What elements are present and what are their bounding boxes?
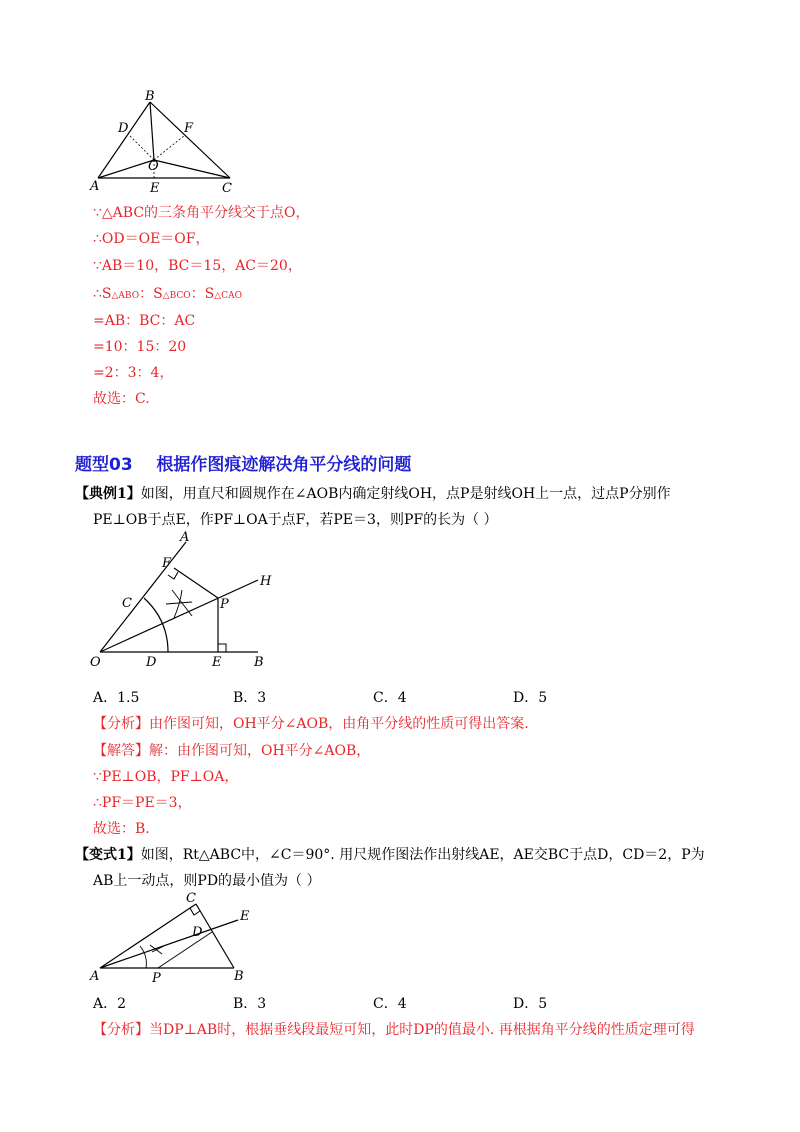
variant1-line1: 如图，Rt△ABC中，∠C＝90°. 用尺规作图法作出射线AE，AE交BC于点D，CD＝2，P为: [140, 847, 705, 863]
fig1-label-e: E: [150, 181, 160, 195]
variant1-options: [93, 994, 653, 1014]
variant1-option-a[interactable]: A．2: [93, 996, 127, 1012]
variant1-question: [75, 845, 745, 865]
variant1-question-line2: AB上一动点，则PD的最小值为（ ）: [93, 873, 321, 889]
fig1-label-o: O: [148, 159, 159, 174]
example1-analysis: 【分析】由作图可知，OH平分∠AOB，由角平分线的性质可得出答案.: [93, 716, 529, 732]
example1-answer-2: ∵PE⊥OB，PF⊥OA，: [93, 769, 239, 785]
solution1-line-3: ∵AB＝10，BC＝15，AC＝20，: [93, 258, 302, 274]
fig3-label-a: A: [90, 969, 100, 984]
section-title: 题型03 根据作图痕迹解决角平分线的问题: [75, 455, 412, 475]
fig3-label-b: B: [234, 969, 244, 984]
triangle-bisector-figure: [88, 90, 248, 195]
solution1-line-4: =AB：BC：AC: [93, 313, 196, 329]
area-s1: S: [101, 286, 112, 302]
area-sub1: △ABO: [111, 291, 140, 301]
example1-tag: 【典例1】: [75, 486, 141, 502]
fig3-label-c: C: [186, 891, 196, 906]
area-sub2: △BCO: [162, 291, 191, 301]
fig1-label-f: F: [184, 121, 194, 136]
fig2-label-o: O: [90, 655, 101, 670]
fig2-label-b: B: [254, 655, 264, 670]
solution1-line-7: 故选：C.: [93, 391, 150, 407]
fig2-label-d: D: [146, 655, 157, 670]
example1-option-c[interactable]: C．4: [373, 690, 407, 706]
example1-option-a[interactable]: A．1.5: [93, 690, 140, 706]
example1-answer-1: 【解答】解：由作图可知，OH平分∠AOB，: [93, 743, 371, 759]
example1-line1: 如图，用直尺和圆规作在∠AOB内确定射线OH，点P是射线OH上一点，过点P分别作: [140, 486, 671, 502]
example1-option-b[interactable]: B．3: [233, 690, 267, 706]
fig2-label-e: E: [212, 655, 222, 670]
variant1-tag: 【变式1】: [75, 847, 141, 863]
example1-option-d[interactable]: D．5: [513, 690, 548, 706]
solution1-line-6: =2：3：4，: [93, 365, 174, 381]
fig1-label-b: B: [145, 90, 155, 104]
fig1-label-a: A: [90, 179, 100, 194]
fig3-label-p: P: [152, 971, 161, 985]
variant1-analysis: 【分析】当DP⊥AB时，根据垂线段最短可知，此时DP的值最小. 再根据角平分线的性质定理可得: [93, 1022, 695, 1038]
area-sub3: △CAO: [214, 291, 242, 301]
example1-question: [75, 484, 735, 504]
area-prefix: ∴: [93, 286, 102, 302]
solution1-line-2: ∴OD＝OE＝OF，: [93, 231, 210, 247]
fig2-label-h: H: [260, 574, 272, 589]
solution1-line-5: =10：15：20: [93, 339, 187, 355]
right-triangle-figure: [88, 890, 268, 985]
fig2-label-a: A: [180, 530, 190, 545]
example1-question-line2: PE⊥OB于点E，作PF⊥OA于点F，若PE＝3，则PF的长为（ ）: [93, 512, 498, 528]
fig1-label-d: D: [118, 121, 129, 136]
area-s3: ：S: [190, 286, 215, 302]
area-s2: ：S: [139, 286, 163, 302]
example1-answer-4: 故选：B.: [93, 821, 150, 837]
variant1-option-d[interactable]: D．5: [513, 996, 548, 1012]
fig2-label-p: P: [220, 597, 229, 612]
fig3-label-e: E: [240, 909, 250, 924]
example1-options: [93, 688, 653, 708]
solution1-line-1: ∵△ABC的三条角平分线交于点O，: [93, 205, 310, 221]
variant1-option-b[interactable]: B．3: [233, 996, 267, 1012]
variant1-option-c[interactable]: C．4: [373, 996, 407, 1012]
solution1-area-ratio: [93, 284, 242, 306]
fig1-label-c: C: [222, 181, 232, 195]
fig2-label-c: C: [122, 596, 132, 611]
example1-answer-3: ∴PF＝PE＝3，: [93, 795, 192, 811]
angle-bisector-construction-figure: [88, 530, 288, 670]
fig2-label-f: F: [162, 556, 172, 571]
fig3-label-d: D: [192, 925, 203, 940]
